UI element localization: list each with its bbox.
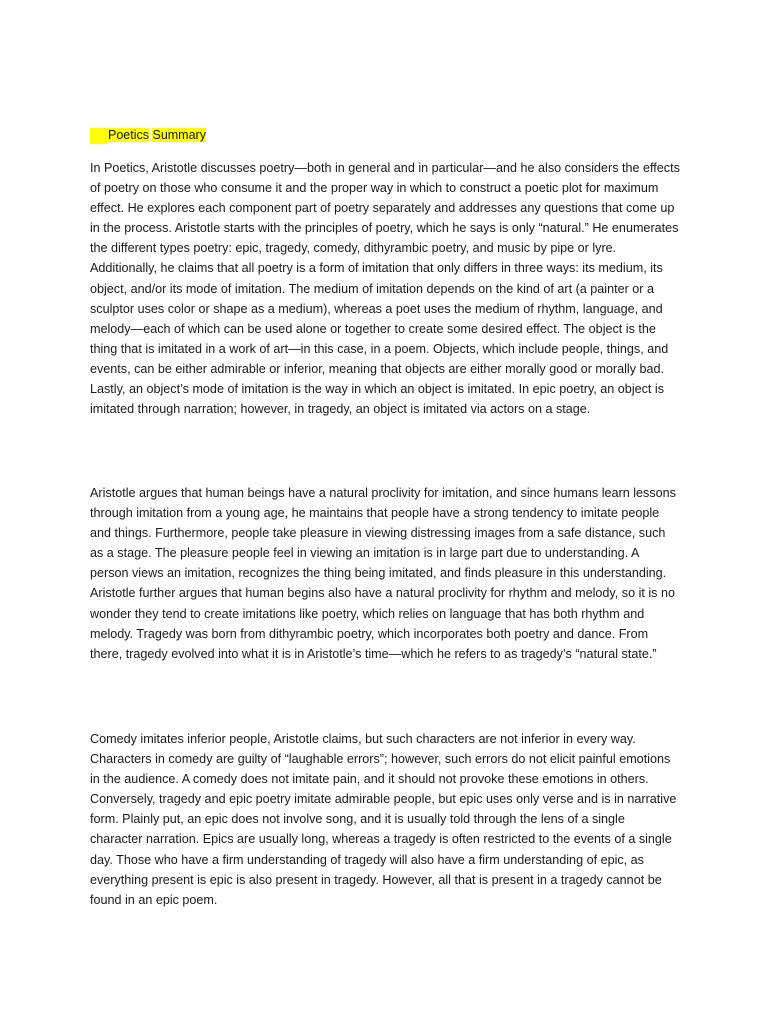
document-title — [90, 126, 206, 144]
title-word-summary: Summary — [152, 128, 206, 142]
title-word-poetics: Poetics — [108, 128, 149, 142]
paragraph-2: Aristotle argues that human beings have a natural proclivity for imitation, and since humans learn lessons through imitation from a young age, he maintains that people have a strong tendency to imitate people and things. Furthermore, people take pleasure in viewing distressing images from a safe distance, such as a stage. The pleasure people feel in viewing an imitation is in large part due to understanding. A person views an imitation, recognizes the thing being imitated, and finds pleasure in this understanding. Aristotle further argues that human begins also have a natural proclivity for rhythm and melody, so it is no wonder they tend to create imitations like poetry, which relies on language that has both rhythm and melody. Tragedy was born from dithyrambic poetry, which incorporates both poetry and dance. From there, tragedy evolved into what it is in Aristotle’s time—which he refers to as tragedy’s “natural state.” — [90, 486, 676, 661]
paragraph-3: Comedy imitates inferior people, Aristotle claims, but such characters are not inferior in every way. Characters in comedy are guilty of “laughable errors”; however, such errors do not elicit painful emotions in the audience. A comedy does not imitate pain, and it should not provoke these emotions in others. Conversely, tragedy and epic poetry imitate admirable people, but epic uses only verse and is in narrative form. Plainly put, an epic does not involve song, and it is usually told through the lens of a single character narration. Epics are usually long, whereas a tragedy is often restricted to the events of a single day. Those who have a firm understanding of tragedy will also have a firm understanding of epic, as everything present is epic is also present in tragedy. However, all that is present in a tragedy cannot be found in an epic poem. — [90, 732, 677, 907]
highlight-lead — [90, 128, 108, 144]
paragraph-1: In Poetics, Aristotle discusses poetry—both in general and in particular—and he also considers the effects of poetry on those who consume it and the proper way in which to construct a poetic plot for maximum effect. He explores each component part of poetry separately and addresses any questions that come up in the process. Aristotle starts with the principles of poetry, which he says is only “natural.” He enumerates the different types poetry: epic, tragedy, comedy, dithyrambic poetry, and music by pipe or lyre. Additionally, he claims that all poetry is a form of imitation that only differs in three ways: its medium, its object, and/or its mode of imitation. The medium of imitation depends on the kind of art (a painter or a sculptor uses color or shape as a medium), whereas a poet uses the medium of rhythm, language, and melody—each of which can be used alone or together to create some desired effect. The object is the thing that is imitated in a work of art—in this case, in a poem. Objects, which include people, things, and events, can be either admirable or inferior, meaning that objects are either morally good or morally bad. Lastly, an object’s mode of imitation is the way in which an object is imitated. In epic poetry, an object is imitated through narration; however, in tragedy, an object is imitated via actors on a stage. — [90, 161, 680, 417]
